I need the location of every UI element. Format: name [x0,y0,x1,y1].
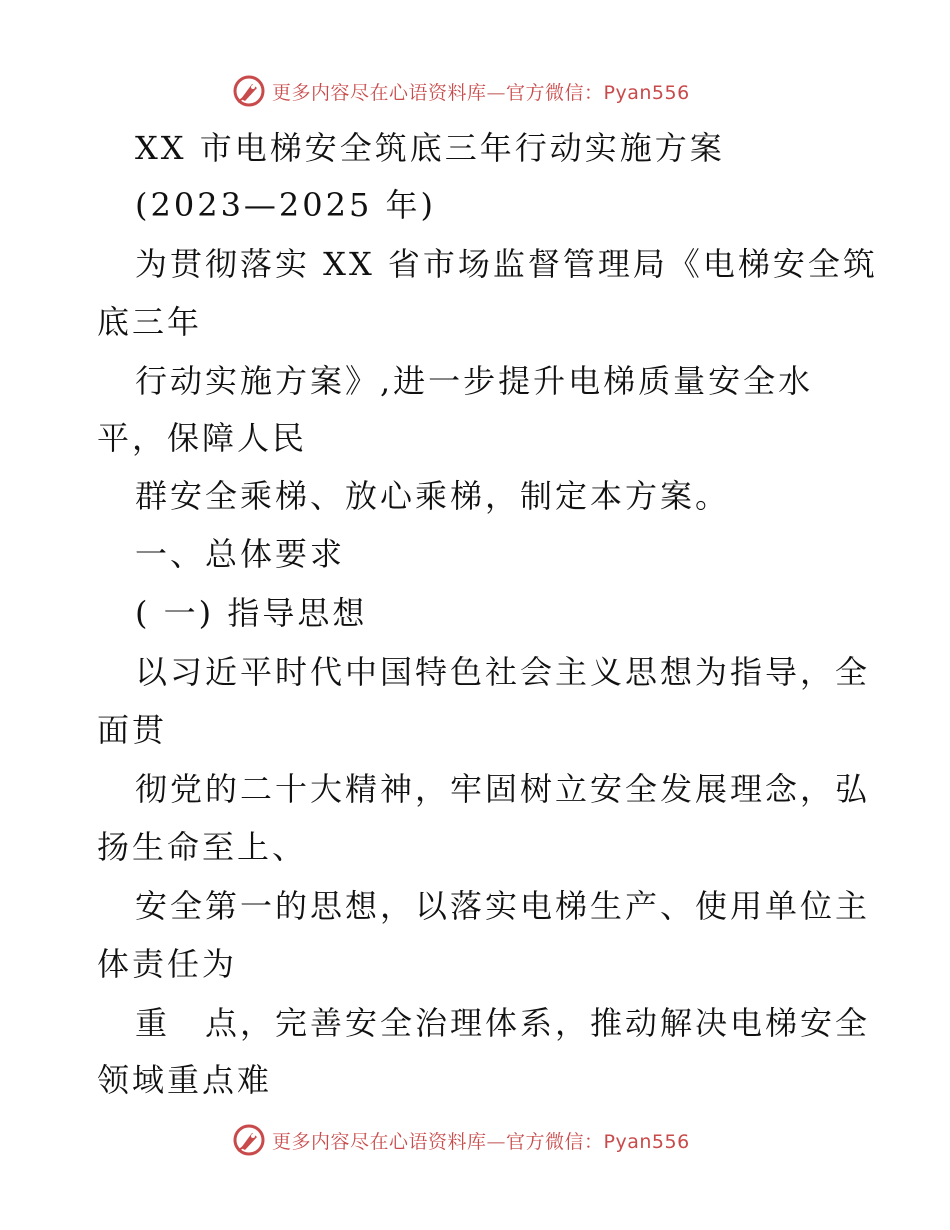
paragraph-line: 领域重点难 [97,1061,273,1099]
paragraph-line: 扬生命至上、 [97,828,308,866]
paragraph-line: 群安全乘梯、放心乘梯，制定本方案。 [135,477,731,515]
document-title: XX 市电梯安全筑底三年行动实施方案 [135,129,725,167]
paragraph-line: 为贯彻落实 XX 省市场监督管理局《电梯安全筑 [135,245,878,283]
watermark-text: 更多内容尽在心语资料库—官方微信：Pyan556 [272,81,690,104]
watermark-text: 更多内容尽在心语资料库—官方微信：Pyan556 [272,1130,690,1153]
pen-nib-logo-icon [232,1123,266,1157]
document-years: (2023—2025 年) [135,186,437,224]
pen-nib-logo-icon [232,74,266,108]
subsection-heading: ( 一) 指导思想 [135,594,368,632]
paragraph-line: 重 点，完善安全治理体系，推动解决电梯安全 [135,1004,871,1042]
paragraph-line: 体责任为 [97,945,238,983]
paragraph-line: 底三年 [97,303,203,341]
section-heading: 一、总体要求 [135,535,346,573]
watermark-banner-top [232,71,690,111]
paragraph-line: 行动实施方案》,进一步提升电梯质量安全水 [135,362,814,400]
paragraph-line: 安全第一的思想，以落实电梯生产、使用单位主 [135,887,871,925]
paragraph-line: 面贯 [97,711,168,749]
watermark-banner-bottom [232,1120,690,1160]
paragraph-line: 以习近平时代中国特色社会主义思想为指导，全 [135,653,871,691]
paragraph-line: 平，保障人民 [97,419,308,457]
paragraph-line: 彻党的二十大精神，牢固树立安全发展理念，弘 [135,770,871,808]
